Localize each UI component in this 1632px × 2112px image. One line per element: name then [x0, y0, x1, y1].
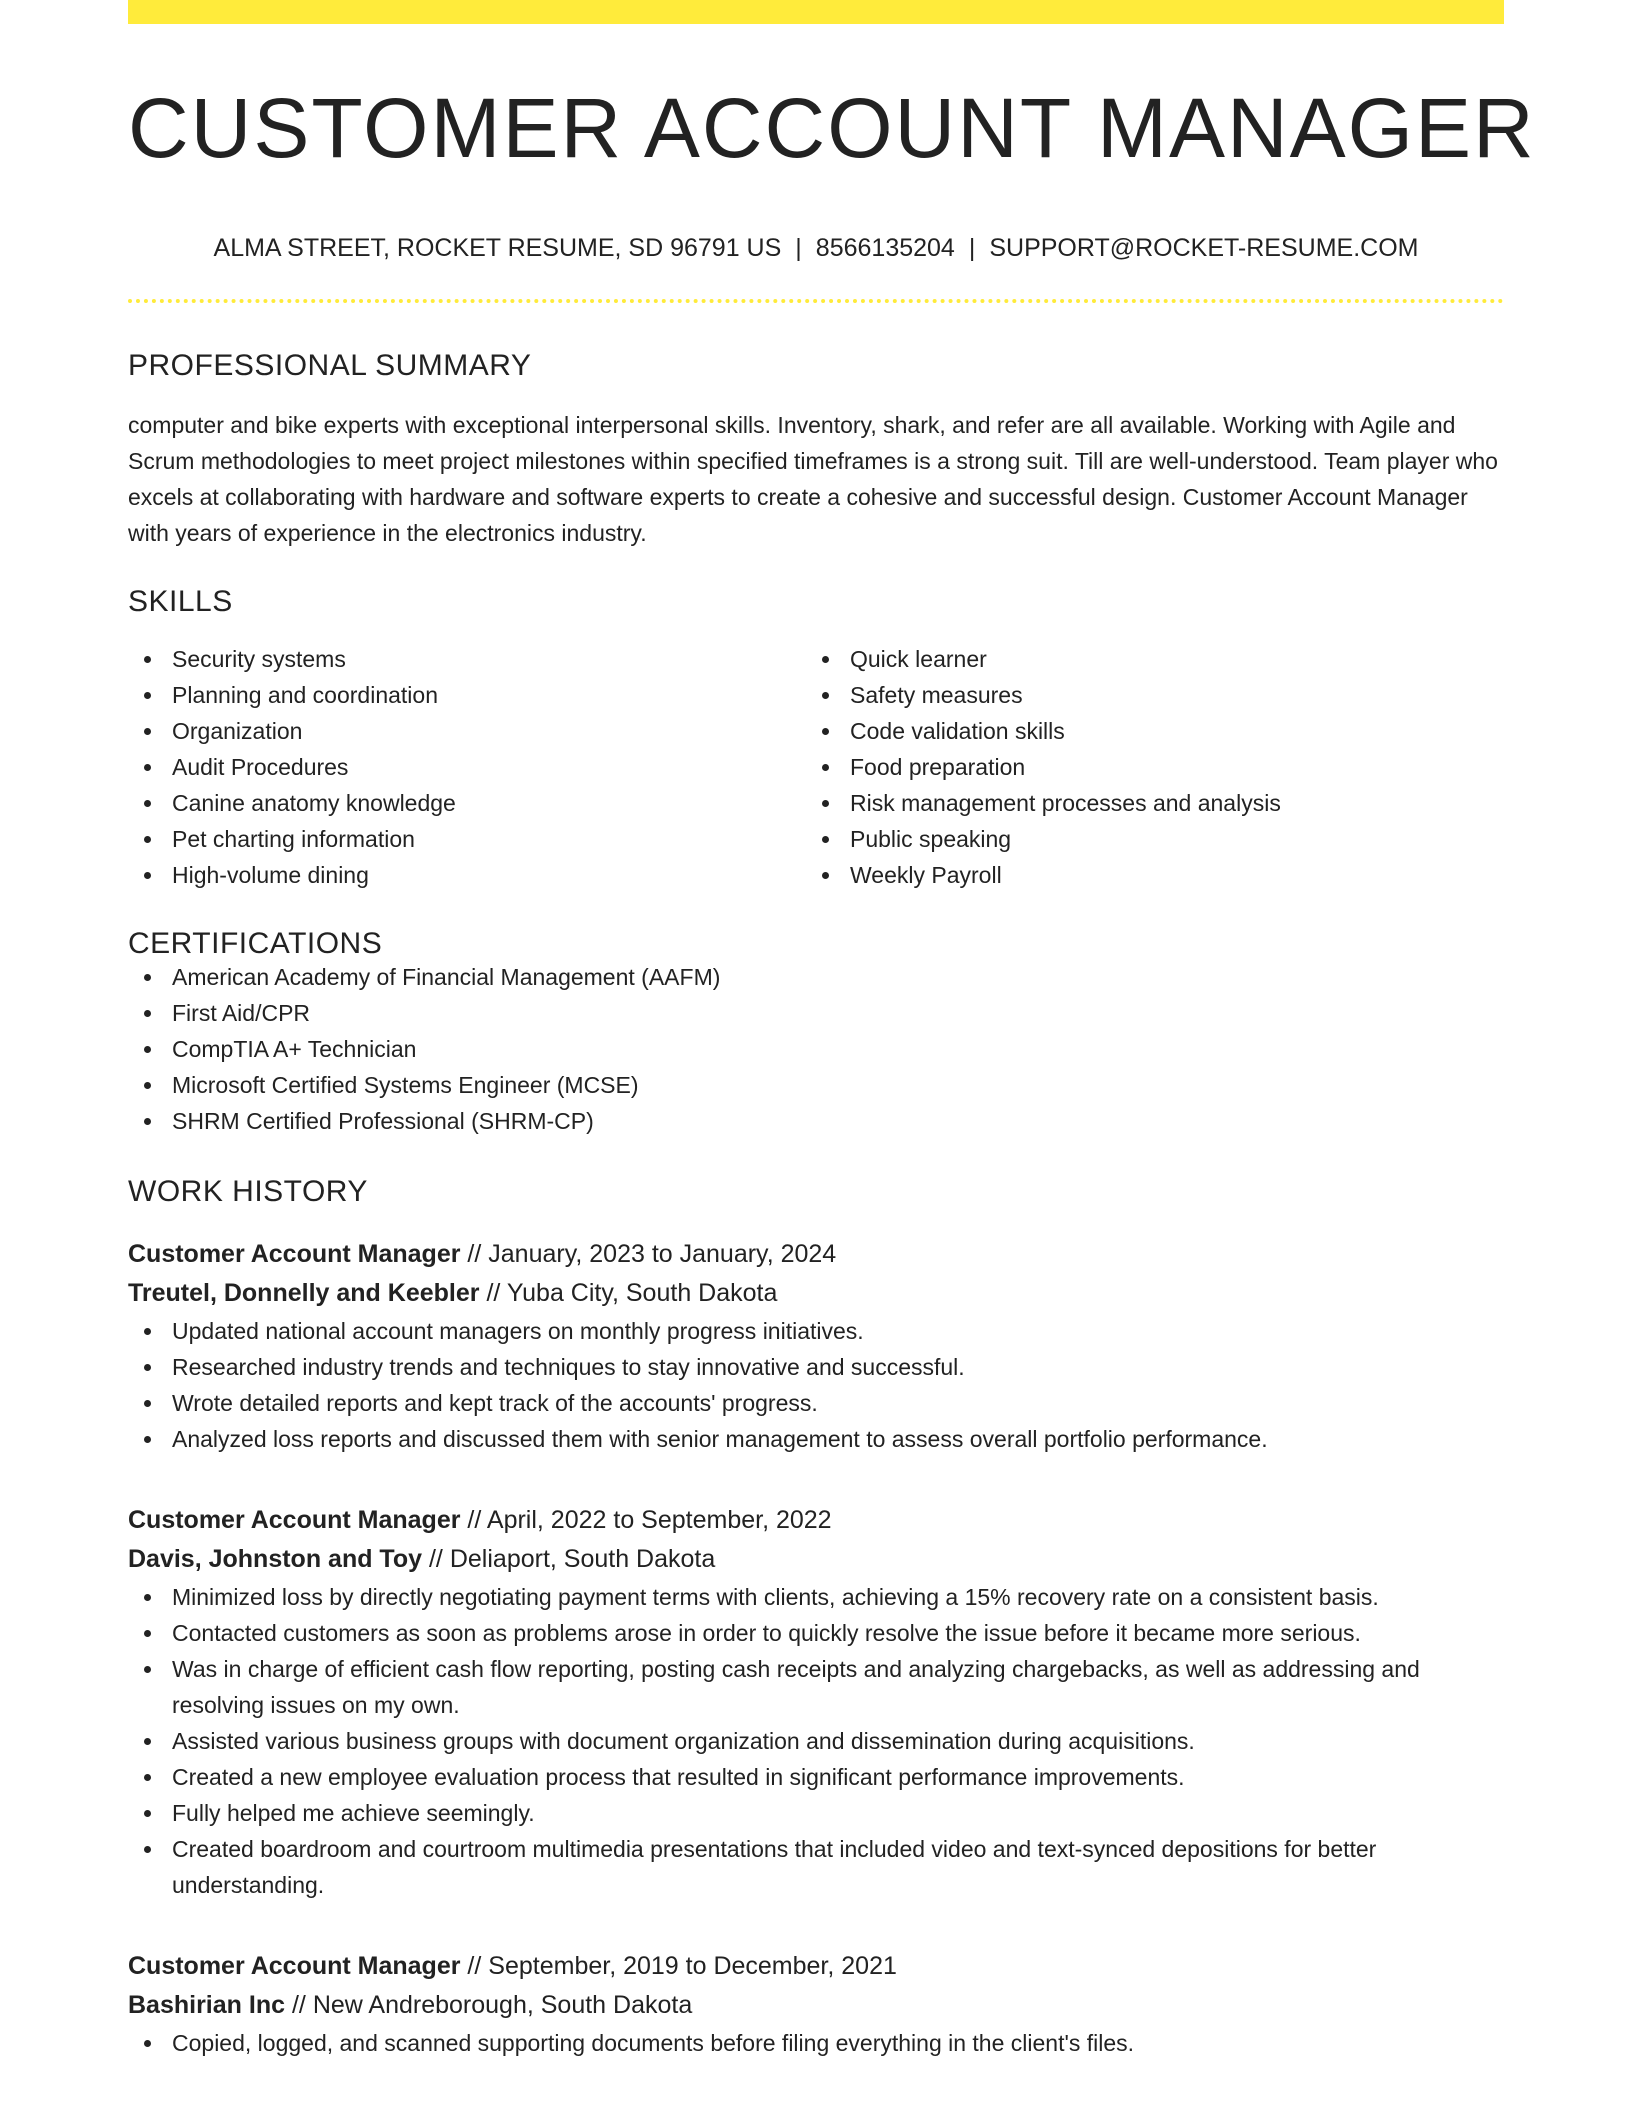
job-duties-list — [128, 1313, 1504, 1457]
job-divider: // — [467, 1240, 482, 1268]
skill-item: Weekly Payroll — [806, 857, 1484, 893]
job-duty: Created a new employee evaluation process that resulted in significant performance improvements. — [128, 1759, 1504, 1795]
contact-phone: 8566135204 — [815, 234, 955, 262]
skill-item: Canine anatomy knowledge — [128, 785, 806, 821]
job-duty: Contacted customers as soon as problems arose in order to quickly resolve the issue before it became more serious. — [128, 1615, 1504, 1651]
job-dates: April, 2022 to September, 2022 — [486, 1506, 832, 1534]
summary-heading: PROFESSIONAL SUMMARY — [128, 349, 532, 382]
job-company-line — [128, 1274, 1504, 1313]
skill-item: Audit Procedures — [128, 749, 806, 785]
job-role: Customer Account Manager — [128, 1240, 461, 1268]
job-dates: September, 2019 to December, 2021 — [488, 1952, 897, 1980]
job-role: Customer Account Manager — [128, 1506, 461, 1534]
job-duty: Was in charge of efficient cash flow reporting, posting cash receipts and analyzing chargebacks, as well as addressing and resolving issues on my own. — [128, 1651, 1504, 1723]
job-duty: Updated national account managers on monthly progress initiatives. — [128, 1313, 1504, 1349]
contact-address: ALMA STREET, ROCKET RESUME, SD 96791 US — [213, 234, 782, 262]
job-duty: Created boardroom and courtroom multimedia presentations that included video and text-synced depositions for better understanding. — [128, 1831, 1504, 1903]
skills-right-column — [806, 641, 1484, 893]
skills-columns — [128, 641, 1504, 893]
resume-page — [128, 0, 1536, 2061]
skills-left-column — [128, 641, 806, 893]
job-duty: Copied, logged, and scanned supporting documents before filing everything in the client's files. — [128, 2025, 1504, 2061]
certification-item: Microsoft Certified Systems Engineer (MCSE) — [128, 1067, 1504, 1103]
skill-item: Risk management processes and analysis — [806, 785, 1484, 821]
top-accent-bar — [128, 0, 1504, 24]
job-duties-list — [128, 2025, 1504, 2061]
job-divider: // — [428, 1545, 443, 1573]
contact-email: SUPPORT@ROCKET-RESUME.COM — [989, 234, 1419, 262]
job-duty: Fully helped me achieve seemingly. — [128, 1795, 1504, 1831]
certification-item: American Academy of Financial Management (AAFM) — [128, 959, 1504, 995]
skill-item: Food preparation — [806, 749, 1484, 785]
certification-item: CompTIA A+ Technician — [128, 1031, 1504, 1067]
summary-text: computer and bike experts with exceptional interpersonal skills. Inventory, shark, and refer are all available. Working with Agile and Scrum methodologies to meet project milestones within specified timeframes is a strong suit. Till are well-understood. Team player who excels at collaborating with hardware and software experts to create a cohesive and successful design. Customer Account Manager with years of experience in the electronics industry. — [128, 412, 1498, 546]
job-duty: Minimized loss by directly negotiating payment terms with clients, achieving a 15% recovery rate on a consistent basis. — [128, 1579, 1504, 1615]
certifications-list — [128, 959, 1504, 1139]
job-duty: Wrote detailed reports and kept track of the accounts' progress. — [128, 1385, 1504, 1421]
job-title-line — [128, 1501, 1504, 1540]
job-dates: January, 2023 to January, 2024 — [488, 1240, 837, 1268]
contact-line — [128, 236, 1504, 261]
resume-title: CUSTOMER ACCOUNT MANAGER — [128, 81, 1536, 175]
skills-heading: SKILLS — [128, 585, 233, 618]
skill-item: Pet charting information — [128, 821, 806, 857]
job-entry — [128, 1235, 1504, 1457]
skill-item: Safety measures — [806, 677, 1484, 713]
contact-separator: | — [968, 234, 976, 262]
job-company: Davis, Johnston and Toy — [128, 1545, 423, 1573]
contact-separator: | — [795, 234, 802, 262]
skill-item: High-volume dining — [128, 857, 806, 893]
job-title-line — [128, 1947, 1504, 1986]
skill-item: Public speaking — [806, 821, 1484, 857]
skill-item: Security systems — [128, 641, 806, 677]
job-location: Yuba City, South Dakota — [506, 1279, 778, 1307]
skill-item: Organization — [128, 713, 806, 749]
work-history-heading: WORK HISTORY — [128, 1175, 368, 1208]
job-entry — [128, 1947, 1504, 2061]
job-duties-list — [128, 1579, 1504, 1903]
dotted-divider — [128, 299, 1504, 303]
skill-item: Code validation skills — [806, 713, 1484, 749]
job-duty: Analyzed loss reports and discussed them with senior management to assess overall portfolio performance. — [128, 1421, 1504, 1457]
job-title-line — [128, 1235, 1504, 1274]
certifications-heading: CERTIFICATIONS — [128, 927, 383, 960]
job-company-line — [128, 1540, 1504, 1579]
job-duty: Researched industry trends and techniques to stay innovative and successful. — [128, 1349, 1504, 1385]
certification-item: SHRM Certified Professional (SHRM-CP) — [128, 1103, 1504, 1139]
job-divider: // — [486, 1279, 501, 1307]
job-entry — [128, 1501, 1504, 1903]
skill-item: Quick learner — [806, 641, 1484, 677]
certification-item: First Aid/CPR — [128, 995, 1504, 1031]
job-divider: // — [467, 1952, 482, 1980]
job-duty: Assisted various business groups with document organization and dissemination during acquisitions. — [128, 1723, 1504, 1759]
skill-item: Planning and coordination — [128, 677, 806, 713]
job-role: Customer Account Manager — [128, 1952, 461, 1980]
job-company: Treutel, Donnelly and Keebler — [128, 1279, 480, 1307]
job-company-line — [128, 1986, 1504, 2025]
job-divider: // — [467, 1506, 482, 1534]
job-location: New Andreborough, South Dakota — [312, 1991, 693, 2019]
job-divider: // — [291, 1991, 306, 2019]
job-company: Bashirian Inc — [128, 1991, 285, 2019]
job-location: Deliaport, South Dakota — [449, 1545, 716, 1573]
